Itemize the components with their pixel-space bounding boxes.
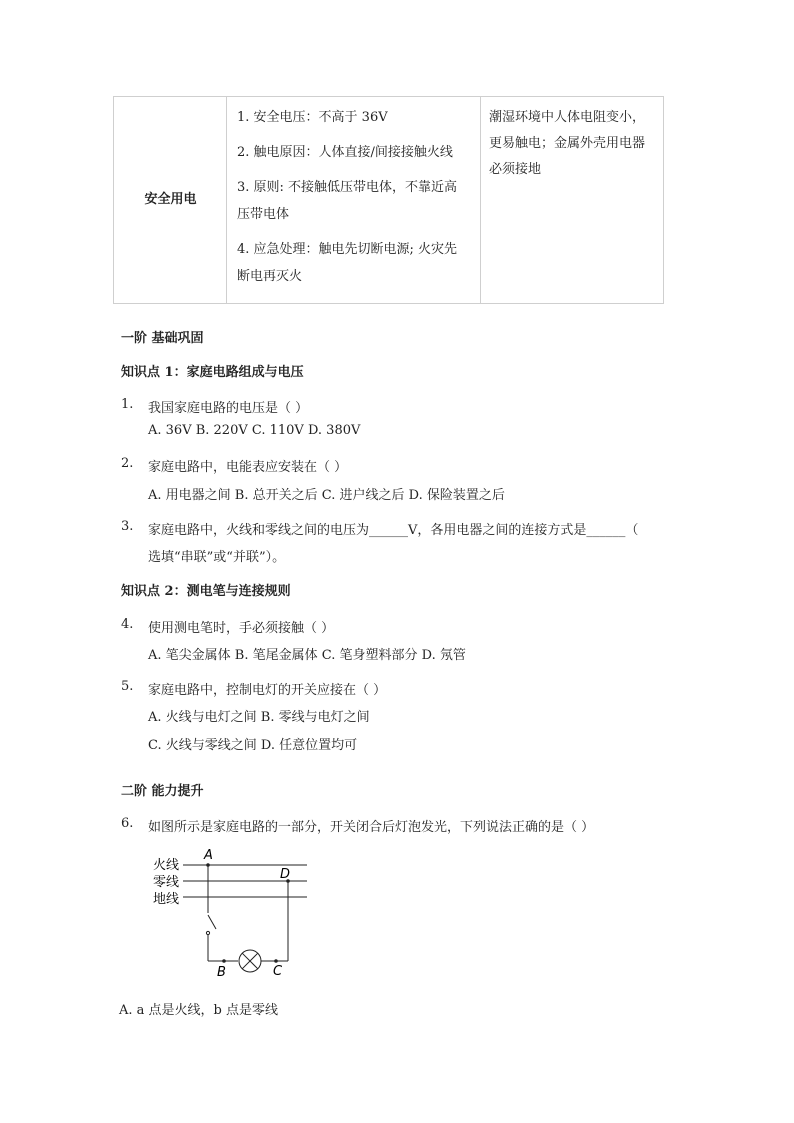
question-number: 4. (121, 617, 134, 632)
question-text-continued: 选填“串联”或“并联”）。 (148, 550, 286, 565)
row-title: 安全用电 (144, 192, 197, 207)
neutral-wire-label: 零线 (153, 875, 180, 890)
knowledge-point-title: 知识点 1：家庭电路组成与电压 (121, 365, 304, 380)
table-row-title-cell (114, 97, 227, 303)
question-text: 如图所示是家庭电路的一部分，开关闭合后灯泡发光，下列说法正确的是（ ） (148, 820, 595, 835)
question-number: 2. (121, 456, 134, 471)
section-title: 一阶 基础巩固 (121, 331, 204, 346)
knowledge-point-title: 知识点 2：测电笔与连接规则 (121, 584, 291, 599)
live-wire-label: 火线 (153, 858, 180, 873)
question-options: A. 用电器之间 B. 总开关之后 C. 进户线之后 D. 保险装置之后 (148, 488, 505, 503)
question-text: 使用测电笔时，手必须接触（ ） (148, 621, 335, 636)
switch-contact (206, 931, 209, 934)
label-a: A (204, 848, 213, 863)
note-line: 更易触电；金属外壳用电器 (489, 136, 646, 151)
question-number: 3. (121, 519, 134, 534)
question-number: 6. (121, 816, 134, 831)
switch-blade (208, 915, 216, 929)
question-text: 家庭电路中，控制电灯的开关应接在（ ） (148, 683, 387, 698)
point-line: 3. 原则: 不接触低压带电体，不靠近高 (237, 180, 458, 195)
question-number: 1. (121, 397, 134, 412)
question-number: 5. (121, 679, 134, 694)
point-line: 1. 安全电压：不高于 36V (237, 110, 388, 125)
question-options: A. 笔尖金属体 B. 笔尾金属体 C. 笔身塑料部分 D. 氖管 (148, 648, 466, 663)
note-line: 必须接地 (489, 162, 542, 177)
section-title: 二阶 能力提升 (121, 784, 204, 799)
answer-option: A. a 点是火线，b 点是零线 (119, 1003, 278, 1018)
table-points-cell (227, 97, 481, 303)
question-text: 我国家庭电路的电压是（ ） (148, 401, 309, 416)
question-text: 家庭电路中，火线和零线之间的电压为______V，各用电器之间的连接方式是______（ (148, 523, 639, 538)
question-text: 家庭电路中，电能表应安装在（ ） (148, 460, 348, 475)
label-c: C (273, 964, 283, 979)
summary-table (113, 96, 664, 304)
circuit-diagram (145, 845, 320, 985)
ground-wire-label: 地线 (153, 892, 180, 907)
question-options: A. 36V B. 220V C. 110V D. 380V (148, 423, 361, 438)
table-notes-cell (481, 97, 665, 303)
point-line: 压带电体 (237, 207, 290, 222)
label-b: B (217, 965, 226, 980)
question-options: A. 火线与电灯之间 B. 零线与电灯之间 (148, 710, 370, 725)
point-line: 4. 应急处理：触电先切断电源; 火灾先 (237, 242, 458, 257)
point-line: 2. 触电原因：人体直接/间接接触火线 (237, 145, 453, 160)
node-b (222, 959, 226, 963)
note-line: 潮湿环境中人体电阻变小， (489, 110, 646, 125)
node-c (274, 959, 278, 963)
point-line: 断电再灭火 (237, 269, 303, 284)
label-d: D (280, 867, 291, 882)
question-options: C. 火线与零线之间 D. 任意位置均可 (148, 738, 358, 753)
